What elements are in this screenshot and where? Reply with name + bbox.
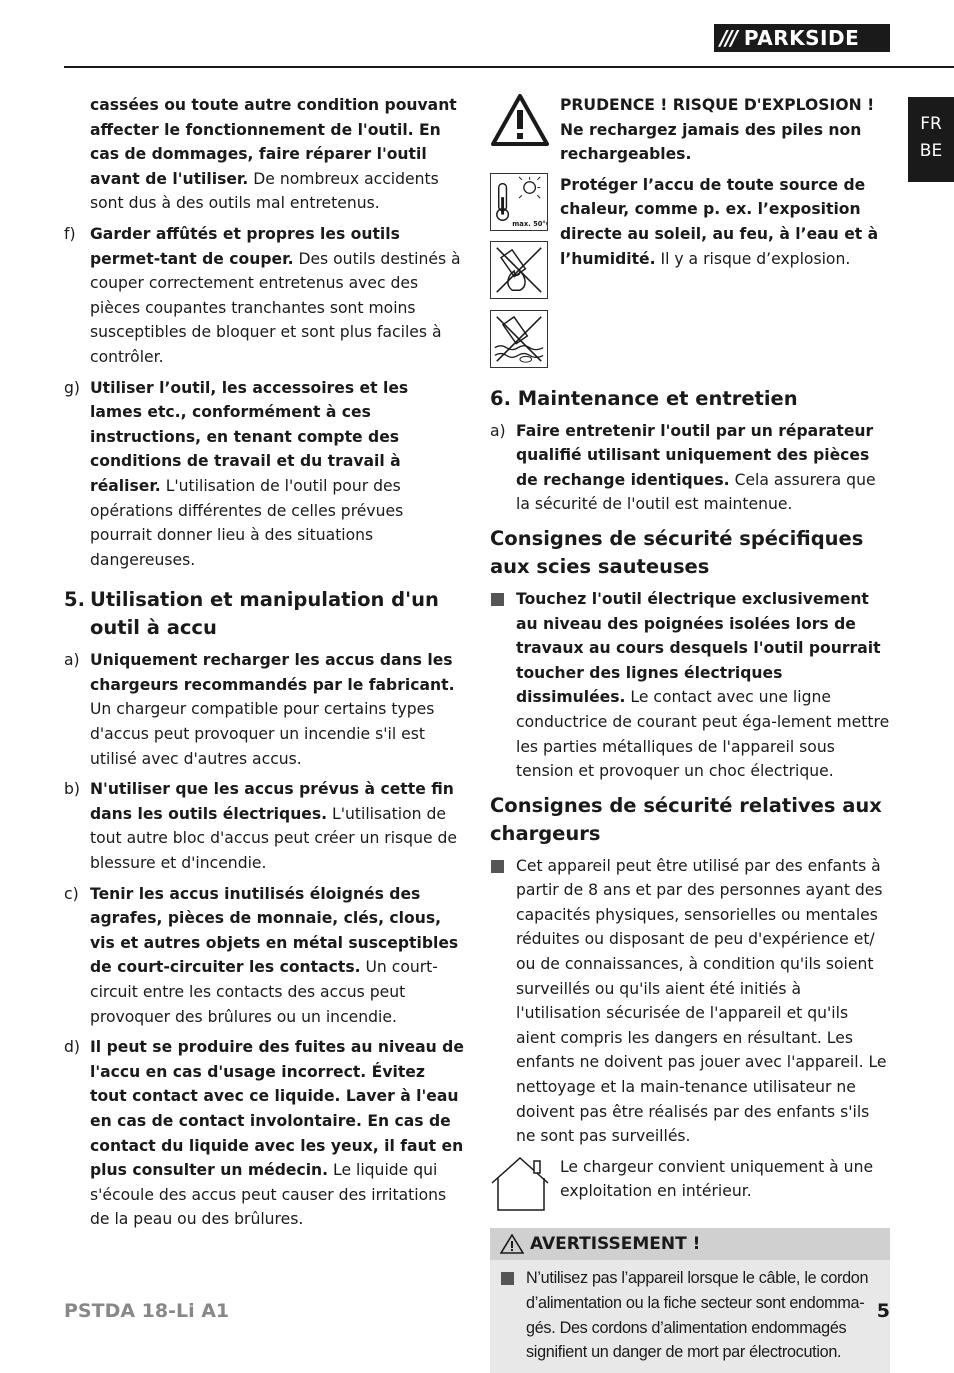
section-heading-5: 5. Utilisation et manipulation d'un outil à accu — [64, 588, 439, 640]
page-footer — [64, 1300, 890, 1322]
bullet-item: N’utilisez pas l’appareil lorsque le câble, le cordon d’alimentation ou la fiche secteur sont endomma-gés. Des cordons d’alimentation endommagés signifient un danger de mort par électrocution. — [500, 1266, 878, 1364]
warning-header: AVERTISSEMENT ! — [490, 1228, 890, 1260]
indoor-block: Le chargeur convient uniquement à une exploitation en intérieur. — [490, 1155, 890, 1221]
left-column — [64, 93, 464, 1238]
logo-slashes: /// — [720, 26, 736, 50]
lang-be: BE — [919, 141, 943, 161]
section-heading-6: 6. Maintenance et entretien — [490, 386, 798, 410]
parkside-logo — [714, 24, 890, 52]
list-item: d) Il peut se produire des fuites au niveau de l'accu en cas d'usage incorrect. Évitez tout contact avec ce liquide. Laver à l'eau en cas de contact involontaire. En cas de contact du liquide avec les yeux, il faut en plus consulter un médecin. Le liquide qui s'écoule des accus peut causer des irritations de la peau ou des brûlures. — [64, 1038, 464, 1229]
list-item: a) Uniquement recharger les accus dans les chargeurs recommandés par le fabricant. Un chargeur compatible pour certains types d'accus peut provoquer un incendie s'il est utilisé avec d'autres accus. — [64, 651, 455, 768]
bullet-square-icon — [490, 854, 516, 1149]
svg-text:max. 50°C: max. 50°C — [512, 219, 548, 228]
right-column — [490, 93, 890, 1373]
house-icon — [490, 1155, 552, 1213]
no-fire-icon — [490, 241, 548, 299]
bullet-item: Cet appareil peut être utilisé par des enfants à partir de 8 ans et par des personnes ayant des capacités physiques, sensorielles ou mentales réduites ou disposant de peu d'expérience et/ ou de connaissances, à condition qu'ils soient surveillés ou qu'ils aient été initiés à l'utilisation sécurisée de l'appareil et qu'ils aient compris les dangers en résultant. Les enfants ne doivent pas jouer avec l'appareil. Le nettoyage et la main-tenance utilisateur ne doivent pas être réalisés par des enfants s'ils ne sont pas surveillés. — [490, 854, 890, 1149]
logo-brand: PARKSIDE — [743, 26, 860, 50]
list-item: a) Faire entretenir l'outil par un réparateur qualifié utilisant uniquement des pièces de rechange identiques. Cela assurera que la sécurité de l'outil est maintenue. — [490, 421, 876, 514]
list-item: g) Utiliser l’outil, les accessoires et les lames etc., conformément à ces instructions, en tenant compte des conditions de travail et du travail à réaliser. L'utilisation de l'outil pour des opérations différentes de celles prévues pourrait donner lieu à des situations dangereuses. — [64, 378, 409, 569]
continued-paragraph: cassées ou toute autre condition pouvant affecter le fonctionnement de l'outil. En cas de dommages, faire réparer l'outil avant de l'utiliser. De nombreux accidents sont dus à des outils mal entretenus. — [90, 96, 457, 213]
page-number: 5 — [876, 1300, 890, 1322]
bullet-item: Touchez l'outil électrique exclusivement au niveau des poignées isolées lors de travaux au cours desquels l'outil pourrait toucher des lignes électriques dissimulées. Le contact avec une ligne conductrice de courant peut éga-lement mettre les parties métalliques de l'appareil sous tension et provoquer un choc électrique. — [490, 587, 890, 784]
list-item: b) N'utiliser que les accus prévus à cette fin dans les outils électriques. L'utilisation de tout autre bloc d'accus peut créer un risque de blessure et d'incendie. — [64, 780, 457, 873]
language-tab — [908, 97, 954, 182]
caution-block: PRUDENCE ! RISQUE D'EXPLOSION ! Ne rechargez jamais des piles non rechargeables. — [490, 93, 890, 167]
warning-triangle-icon — [490, 93, 550, 147]
heading-scies: Consignes de sécurité spécifiques aux scies sauteuses — [490, 526, 864, 578]
model-name: PSTDA 18-Li A1 — [64, 1300, 230, 1322]
warning-triangle-icon — [500, 1234, 524, 1254]
no-water-icon — [490, 310, 548, 368]
thermometer-sun-icon — [490, 173, 548, 231]
list-item: c) Tenir les accus inutilisés éloignés des agrafes, pièces de monnaie, clés, clous, vis et autres objets en métal susceptibles de court-circuiter les contacts. Un court-circuit entre les contacts des accus peut provoquer des brûlures ou un incendie. — [64, 884, 459, 1026]
heading-chargeurs: Consignes de sécurité relatives aux chargeurs — [490, 793, 882, 845]
list-item: f) Garder affûtés et propres les outils permet-tant de couper. Des outils destinés à couper correctement entretenus avec des pièces coupantes tranchantes sont moins susceptibles de bloquer et sont plus faciles à contrôler. — [64, 224, 461, 366]
lang-fr: FR — [920, 114, 942, 134]
header-rule — [64, 66, 954, 68]
bullet-square-icon — [490, 587, 516, 784]
protect-block: max. 50°C Protéger l’accu de toute source de chaleur, comme p. ex. l’exposition directe au soleil, au feu, à l’eau et à l’humidité. Il y a risque d’explosion. — [490, 173, 890, 379]
